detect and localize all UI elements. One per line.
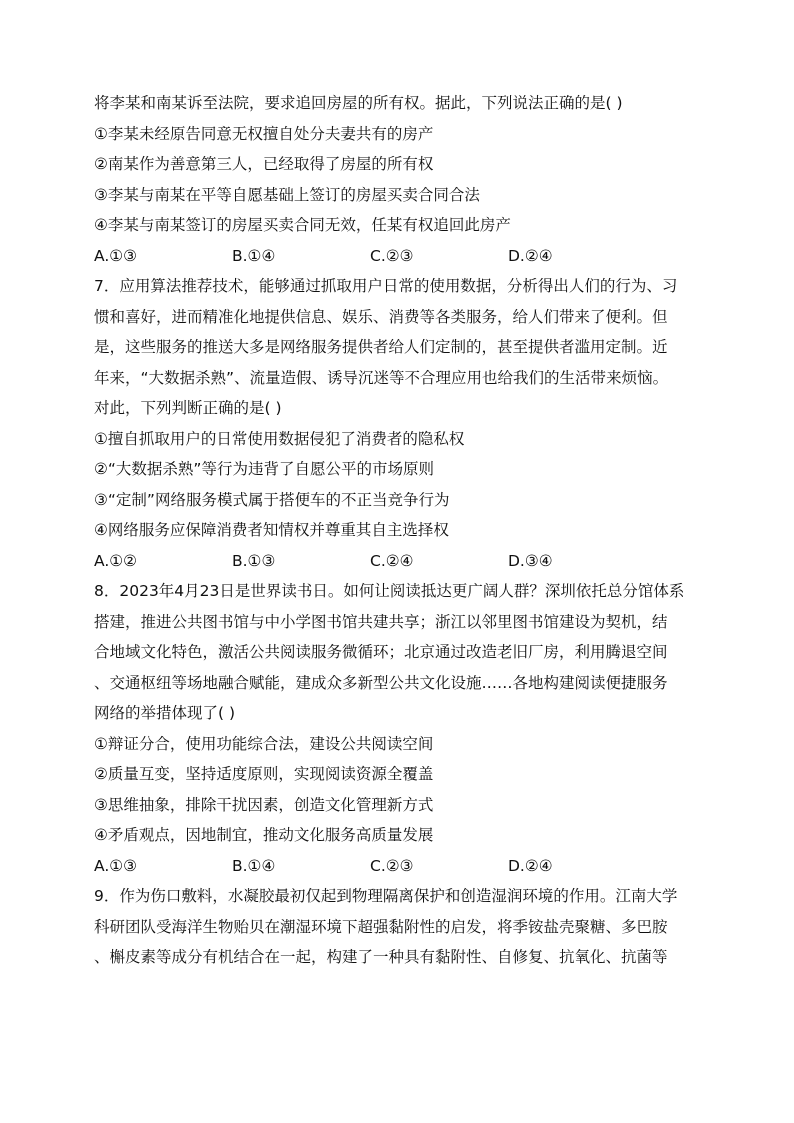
answer-item: ③“定制”网络服务模式属于搭便车的不正当竞争行为 [94,490,450,509]
question-9 [94,886,700,968]
question-stem-line: 科研团队受海洋生物贻贝在潮湿环境下超强黏附性的启发，将季铵盐壳聚糖、多巴胺 [94,917,668,936]
choice-option-a: A.①③ [94,856,138,875]
question-stem-line: 8．2023年4月23日是世界读书日。如何让阅读抵达更广阔人群？深圳依托总分馆体系 [94,582,685,600]
question-8 [94,581,700,877]
question-stem-line: 是，这些服务的推送大多是网络服务提供者给人们定制的，甚至提供者滥用定制。近 [94,338,668,356]
choice-options [94,856,700,877]
choice-option-c: C.②③ [370,246,414,265]
answer-item: ②质量互变，坚持适度原则，实现阅读资源全覆盖 [94,765,434,783]
choice-option-b: B.①④ [232,246,276,265]
choice-options [94,246,700,267]
choice-option-b: B.①③ [232,551,276,570]
choice-options [94,551,700,572]
choice-option-d: D.②④ [508,856,553,875]
choice-option-a: A.①③ [94,246,138,265]
answer-item: ③思维抽象，排除干扰因素，创造文化管理新方式 [94,795,434,814]
choice-option-d: D.②④ [508,246,553,265]
choice-option-a: A.①② [94,551,138,570]
question-stem-line: 惯和喜好，进而精准化地提供信息、娱乐、消费等各类服务，给人们带来了便利。但 [94,307,668,326]
answer-item: ③李某与南某在平等自愿基础上签订的房屋买卖合同合法 [94,185,480,204]
question-stem-line: 网络的举措体现了( ) [94,704,236,722]
answer-item: ④矛盾观点，因地制宜，推动文化服务高质量发展 [94,826,434,844]
answer-item: ②南某作为善意第三人，已经取得了房屋的所有权 [94,155,434,173]
choice-option-c: C.②③ [370,856,414,875]
question-stem-line: 7．应用算法推荐技术，能够通过抓取用户日常的使用数据，分析得出人们的行为、习 [94,277,678,295]
question-7 [94,276,700,572]
answer-item: ②“大数据杀熟”等行为违背了自愿公平的市场原则 [94,460,434,478]
exam-content [94,93,700,978]
choice-option-b: B.①④ [232,856,276,875]
question-stem-line: 、槲皮素等成分有机结合在一起，构建了一种具有黏附性、自修复、抗氧化、抗菌等 [94,948,668,966]
answer-item: ④网络服务应保障消费者知情权并尊重其自主选择权 [94,521,449,539]
question-stem-line: 将李某和南某诉至法院，要求追回房屋的所有权。据此，下列说法正确的是( ) [94,94,623,112]
choice-option-d: D.③④ [508,551,553,570]
question-stem-line: 合地域文化特色，激活公共阅读服务微循环；北京通过改造老旧厂房，利用腾退空间 [94,643,668,661]
answer-item: ①擅自抓取用户的日常使用数据侵犯了消费者的隐私权 [94,429,465,448]
question-stem-line: 年来，“大数据杀熟”、流量造假、诱导沉迷等不合理应用也给我们的生活带来烦恼。 [94,368,669,387]
answer-item: ①辩证分合，使用功能综合法，建设公共阅读空间 [94,734,434,753]
question-stem-line: 搭建，推进公共图书馆与中小学图书馆共建共享；浙江以邻里图书馆建设为契机，结 [94,612,668,631]
answer-item: ④李某与南某签订的房屋买卖合同无效，任某有权追回此房产 [94,216,511,234]
answer-item: ①李某未经原告同意无权擅自处分夫妻共有的房产 [94,124,434,143]
question-stem-line: 、交通枢纽等场地融合赋能，建成众多新型公共文化设施……各地构建阅读便捷服务 [94,673,668,692]
question-stem-line: 9．作为伤口敷料，水凝胶最初仅起到物理隔离保护和创造湿润环境的作用。江南大学 [94,887,678,905]
question-stem-line: 对此，下列判断正确的是( ) [94,399,282,417]
choice-option-c: C.②④ [370,551,414,570]
question-6 [94,93,700,267]
